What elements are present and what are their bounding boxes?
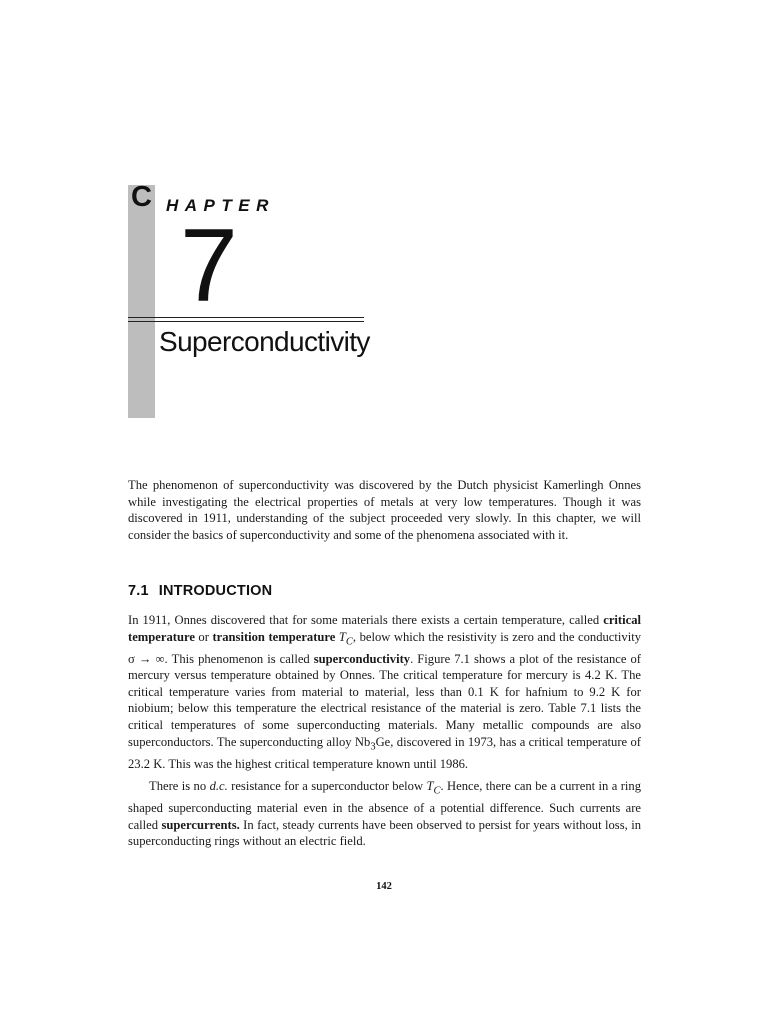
term-supercurrents: supercurrents.	[161, 817, 240, 832]
term-superconductivity: superconductivity	[313, 651, 411, 666]
chapter-word: HAPTER	[166, 196, 275, 215]
paragraph-1	[128, 612, 641, 772]
chapter-sidebar-bar	[128, 181, 155, 418]
term-transition-temperature: transition temperature	[212, 629, 336, 644]
section-title: INTRODUCTION	[158, 583, 273, 599]
tc-subscript: C	[345, 636, 353, 648]
section-heading	[128, 583, 272, 599]
title-rule-top	[128, 317, 364, 318]
text-run: resistance for a superconductor below	[227, 779, 427, 793]
text-run: Ge, discovered in 1973, has a critical temperature of 23.2 K. This was the highest critical temperature known until 1986.	[128, 734, 641, 771]
text-run: . Figure 7.1 shows a plot of the resistance of mercury versus temperature obtained by Onnes. The critical temperature for mercury is 4.2 K. The critical temperature varies from material to material, less than 0.1 K for hafnium to 9.2 K for niobium; below this temperature the electrical resistance of the material is zero. Table 7.1 lists the critical temperatures of some superconducting materials. Many metallic compounds are also superconductors. The superconducting alloy Nb	[128, 651, 641, 749]
text-run: or	[194, 629, 213, 644]
intro-paragraph: The phenomenon of superconductivity was discovered by the Dutch physicist Kamerlingh Onnes while investigating the electrical properties of metals at very low temperatures. Though it was discovered in 1911, understanding of the subject proceeded very slowly. In this chapter, we will consider the basics of superconductivity and some of the phenomena associated with it.	[128, 478, 641, 542]
text-run: There is no	[149, 779, 210, 793]
chapter-title: Superconductivity	[159, 326, 370, 357]
nb-subscript: 3	[370, 741, 376, 753]
text-run: In 1911, Onnes discovered that for some materials there exists a certain temperature, called	[128, 613, 604, 627]
text-run: , below which the resistivity is zero and the conductivity σ → ∞. This phenomenon is called	[128, 629, 641, 666]
tc-letter: T	[338, 629, 346, 644]
term-dc: d.c.	[209, 779, 228, 793]
tc-symbol	[426, 779, 441, 797]
title-rule-bottom	[128, 321, 364, 322]
tc-symbol	[338, 629, 353, 648]
chapter-initial: C	[131, 181, 152, 213]
text-run: In fact, steady currents have been observed to persist for years without loss, in superconducting rings without an electric field.	[128, 817, 641, 849]
paragraph-2	[128, 778, 641, 850]
term-critical-temperature: critical temperature	[128, 613, 641, 644]
tc-subscript: C	[433, 785, 441, 797]
chapter-number: 7	[180, 208, 236, 324]
tc-letter: T	[426, 779, 434, 793]
page-number: 142	[376, 881, 392, 892]
text-run: . Hence, there can be a current in a ring shaped superconducting material even in the absence of a potential difference. Such currents are called	[128, 779, 642, 832]
section-number: 7.1	[128, 583, 149, 599]
